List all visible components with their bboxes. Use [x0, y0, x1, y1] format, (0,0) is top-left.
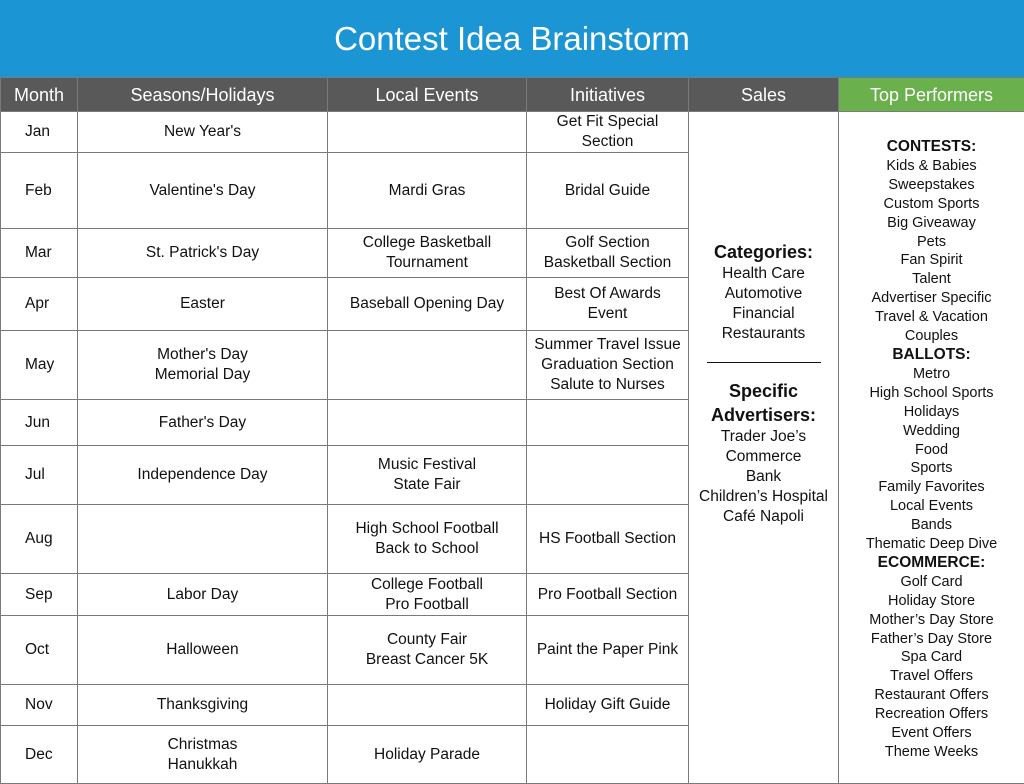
seasons-cell — [78, 574, 328, 616]
contest-item: Couples — [839, 327, 1024, 346]
season-text: Memorial Day — [78, 365, 327, 385]
ballot-item: Thematic Deep Dive — [839, 535, 1024, 554]
seasons-cell — [78, 616, 328, 685]
local-event-text: Back to School — [328, 539, 526, 559]
local-events-cell — [328, 278, 527, 331]
seasons-cell — [78, 685, 328, 726]
local-event-text: College Basketball — [328, 233, 526, 253]
month-cell: Jul — [1, 446, 78, 505]
month-cell: Mar — [1, 229, 78, 278]
initiatives-cell — [527, 685, 689, 726]
top-performers-content — [839, 112, 1024, 762]
initiative-text: Holiday Gift Guide — [527, 695, 688, 715]
ecommerce-item: Mother’s Day Store — [839, 611, 1024, 630]
sales-cell — [689, 112, 839, 784]
ecommerce-item: Spa Card — [839, 648, 1024, 667]
contest-item: Sweepstakes — [839, 176, 1024, 195]
header-seasons-holidays: Seasons/Holidays — [78, 78, 328, 112]
advertisers-heading: Advertisers: — [689, 403, 838, 427]
local-events-cell — [328, 331, 527, 400]
season-text: Independence Day — [78, 465, 327, 485]
ecommerce-item: Holiday Store — [839, 592, 1024, 611]
header-month: Month — [1, 78, 78, 112]
sales-category: Financial — [689, 304, 838, 324]
header-row — [1, 78, 1024, 112]
local-events-cell — [328, 112, 527, 153]
local-events-cell — [328, 229, 527, 278]
season-text: Father's Day — [78, 413, 327, 433]
month-cell: Jan — [1, 112, 78, 153]
initiative-text: Get Fit Special — [527, 112, 688, 132]
seasons-cell — [78, 331, 328, 400]
ballot-item: Food — [839, 441, 1024, 460]
initiatives-cell — [527, 726, 689, 784]
month-cell: Nov — [1, 685, 78, 726]
month-cell: Dec — [1, 726, 78, 784]
initiative-text: Graduation Section — [527, 355, 688, 375]
initiative-text: HS Football Section — [527, 529, 688, 549]
initiative-text: Golf Section — [527, 233, 688, 253]
advertiser-name: Trader Joe’s — [689, 427, 838, 447]
local-event-text: Pro Football — [328, 595, 526, 615]
contest-item: Advertiser Specific — [839, 289, 1024, 308]
initiatives-cell — [527, 331, 689, 400]
advertiser-name: Children’s Hospital — [689, 487, 838, 507]
month-cell: Feb — [1, 153, 78, 229]
seasons-cell — [78, 229, 328, 278]
season-text: Hanukkah — [78, 755, 327, 775]
local-event-text: High School Football — [328, 519, 526, 539]
ecommerce-heading: ECOMMERCE: — [839, 554, 1024, 573]
contest-item: Fan Spirit — [839, 251, 1024, 270]
seasons-cell — [78, 446, 328, 505]
month-cell: Apr — [1, 278, 78, 331]
header-local-events: Local Events — [328, 78, 527, 112]
initiatives-cell — [527, 446, 689, 505]
initiatives-cell — [527, 574, 689, 616]
advertisers-heading: Specific — [689, 379, 838, 403]
local-event-text: Mardi Gras — [328, 181, 526, 201]
season-text: Labor Day — [78, 585, 327, 605]
seasons-cell — [78, 112, 328, 153]
local-event-text: County Fair — [328, 630, 526, 650]
initiative-text: Paint the Paper Pink — [527, 640, 688, 660]
season-text: Easter — [78, 294, 327, 314]
contests-heading: CONTESTS: — [839, 138, 1024, 157]
local-event-text: State Fair — [328, 475, 526, 495]
seasons-cell — [78, 400, 328, 446]
contest-item: Talent — [839, 270, 1024, 289]
ballot-item: Metro — [839, 365, 1024, 384]
ballot-item: Local Events — [839, 497, 1024, 516]
top-performers-cell — [839, 112, 1024, 784]
ballots-heading: BALLOTS: — [839, 346, 1024, 365]
ecommerce-item: Father’s Day Store — [839, 630, 1024, 649]
contest-item: Custom Sports — [839, 195, 1024, 214]
initiatives-cell — [527, 505, 689, 574]
initiative-text: Basketball Section — [527, 253, 688, 273]
month-cell: May — [1, 331, 78, 400]
ballot-item: Family Favorites — [839, 478, 1024, 497]
initiative-text: Event — [527, 304, 688, 324]
ecommerce-item: Restaurant Offers — [839, 686, 1024, 705]
initiatives-cell — [527, 400, 689, 446]
local-events-cell — [328, 446, 527, 505]
ballot-item: Sports — [839, 459, 1024, 478]
contest-item: Travel & Vacation — [839, 308, 1024, 327]
initiative-text: Section — [527, 132, 688, 152]
ecommerce-item: Recreation Offers — [839, 705, 1024, 724]
local-event-text: Holiday Parade — [328, 745, 526, 765]
month-cell: Oct — [1, 616, 78, 685]
local-events-cell — [328, 574, 527, 616]
sales-category: Health Care — [689, 264, 838, 284]
local-events-cell — [328, 616, 527, 685]
initiatives-cell — [527, 616, 689, 685]
contest-item: Kids & Babies — [839, 157, 1024, 176]
page-title: Contest Idea Brainstorm — [334, 20, 690, 58]
season-text: Thanksgiving — [78, 695, 327, 715]
ecommerce-item: Event Offers — [839, 724, 1024, 743]
local-event-text: Tournament — [328, 253, 526, 273]
initiative-text: Best Of Awards — [527, 284, 688, 304]
header-top-performers: Top Performers — [839, 78, 1024, 112]
season-text: St. Patrick's Day — [78, 243, 327, 263]
advertiser-name: Commerce — [689, 447, 838, 467]
header-initiatives: Initiatives — [527, 78, 689, 112]
season-text: Valentine's Day — [78, 181, 327, 201]
initiatives-cell — [527, 278, 689, 331]
local-event-text: Music Festival — [328, 455, 526, 475]
seasons-cell — [78, 505, 328, 574]
divider-line — [707, 350, 821, 363]
ballot-item: Wedding — [839, 422, 1024, 441]
header-sales: Sales — [689, 78, 839, 112]
local-events-cell — [328, 726, 527, 784]
initiative-text: Pro Football Section — [527, 585, 688, 605]
ecommerce-item: Theme Weeks — [839, 743, 1024, 762]
season-text: New Year's — [78, 122, 327, 142]
ecommerce-item: Golf Card — [839, 573, 1024, 592]
local-event-text: College Football — [328, 575, 526, 595]
local-event-text: Breast Cancer 5K — [328, 650, 526, 670]
advertiser-name: Bank — [689, 467, 838, 487]
ballot-item: Bands — [839, 516, 1024, 535]
brainstorm-table — [0, 77, 1024, 784]
seasons-cell — [78, 153, 328, 229]
ecommerce-item: Travel Offers — [839, 667, 1024, 686]
local-events-cell — [328, 153, 527, 229]
contest-item: Pets — [839, 233, 1024, 252]
initiatives-cell — [527, 112, 689, 153]
ballot-item: High School Sports — [839, 384, 1024, 403]
sales-content — [689, 112, 838, 527]
contest-item: Big Giveaway — [839, 214, 1024, 233]
season-text: Mother's Day — [78, 345, 327, 365]
month-cell: Aug — [1, 505, 78, 574]
initiative-text: Bridal Guide — [527, 181, 688, 201]
title-bar — [0, 0, 1024, 77]
initiative-text: Salute to Nurses — [527, 375, 688, 395]
month-cell: Jun — [1, 400, 78, 446]
initiative-text: Summer Travel Issue — [527, 335, 688, 355]
initiatives-cell — [527, 153, 689, 229]
season-text: Christmas — [78, 735, 327, 755]
advertiser-name: Café Napoli — [689, 507, 838, 527]
local-events-cell — [328, 685, 527, 726]
month-cell: Sep — [1, 574, 78, 616]
local-events-cell — [328, 400, 527, 446]
seasons-cell — [78, 726, 328, 784]
sales-category: Automotive — [689, 284, 838, 304]
season-text: Halloween — [78, 640, 327, 660]
local-events-cell — [328, 505, 527, 574]
initiatives-cell — [527, 229, 689, 278]
table-row — [1, 112, 1024, 153]
categories-heading: Categories: — [689, 240, 838, 264]
seasons-cell — [78, 278, 328, 331]
ballot-item: Holidays — [839, 403, 1024, 422]
sales-category: Restaurants — [689, 324, 838, 344]
local-event-text: Baseball Opening Day — [328, 294, 526, 314]
